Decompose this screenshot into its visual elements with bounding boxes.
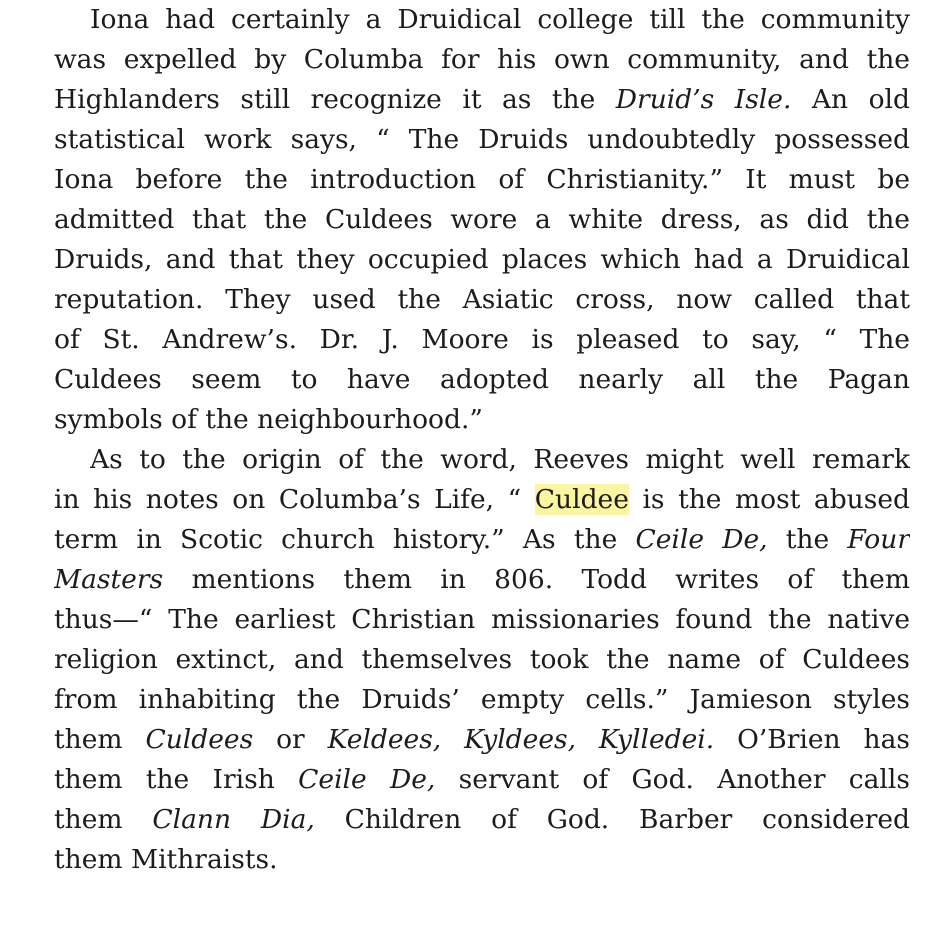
text-span: O’Brien has <box>714 724 910 755</box>
text-span: was expelled by Columba for his own community, and the <box>54 44 910 75</box>
text-line <box>54 160 910 200</box>
text-span: of St. Andrew’s. Dr. J. Moore is pleased to say, “ The <box>54 324 910 355</box>
text-line <box>54 240 910 280</box>
text-span: the <box>767 524 848 555</box>
text-line <box>54 560 910 600</box>
text-span: from inhabiting the Druids’ empty cells.” Jamieson styles <box>54 684 910 715</box>
italic-term: Masters <box>54 564 164 595</box>
text-span: Druids, and that they occupied places which had a Druidical <box>54 244 910 275</box>
text-line <box>54 400 910 440</box>
italic-term: Clann Dia, <box>152 804 315 835</box>
text-span: An old <box>791 84 910 115</box>
text-line <box>54 480 910 520</box>
text-line <box>54 680 910 720</box>
text-line <box>54 200 910 240</box>
text-span: term in Scotic church history.” As the <box>54 524 636 555</box>
text-line <box>90 0 910 40</box>
text-line <box>54 600 910 640</box>
italic-term: Ceile De, <box>298 764 436 795</box>
text-span: statistical work says, “ The Druids undoubtedly possessed <box>54 124 910 155</box>
text-span: thus—“ The earliest Christian missionaries found the native <box>54 604 910 635</box>
text-line <box>54 80 910 120</box>
text-line <box>54 280 910 320</box>
text-span: servant of God. Another calls <box>435 764 910 795</box>
italic-term: Culdees <box>145 724 254 755</box>
highlighted-term: Culdee <box>534 484 629 515</box>
text-line <box>90 440 910 480</box>
text-line <box>54 800 910 840</box>
text-span: in his notes on Columba’s Life, “ <box>54 484 535 515</box>
text-line <box>54 360 910 400</box>
italic-term: Four <box>847 524 910 555</box>
italic-term: Druid’s Isle. <box>615 84 792 115</box>
text-span: symbols of the neighbourhood.” <box>54 404 483 435</box>
text-span: religion extinct, and themselves took the name of Culdees <box>54 644 910 675</box>
text-span: them Mithraists. <box>54 844 278 875</box>
text-span: Children of God. Barber considered <box>314 804 910 835</box>
text-span: mentions them in 806. Todd writes of them <box>163 564 910 595</box>
text-line <box>54 760 910 800</box>
text-span: them <box>54 804 153 835</box>
text-span: admitted that the Culdees wore a white dress, as did the <box>54 204 910 235</box>
italic-term: Ceile De, <box>635 524 768 555</box>
italic-term: Keldees, Kyldees, Kylledei. <box>327 724 715 755</box>
text-line <box>54 640 910 680</box>
text-span: Culdees seem to have adopted nearly all the Pagan <box>54 364 910 395</box>
text-line <box>54 520 910 560</box>
text-span: them the Irish <box>54 764 299 795</box>
text-span: reputation. They used the Asiatic cross, now called that <box>54 284 910 315</box>
text-line <box>54 40 910 80</box>
text-span: Iona before the introduction of Christianity.” It must be <box>54 164 910 195</box>
text-line <box>54 720 910 760</box>
text-span: or <box>253 724 328 755</box>
text-line <box>54 120 910 160</box>
text-span: Iona had certainly a Druidical college till the community <box>90 4 910 35</box>
text-span: As to the origin of the word, Reeves might well remark <box>90 444 910 475</box>
text-span: is the most abused <box>628 484 910 515</box>
text-span: Highlanders still recognize it as the <box>54 84 616 115</box>
text-span: them <box>54 724 146 755</box>
text-line <box>54 840 910 880</box>
text-line <box>54 320 910 360</box>
